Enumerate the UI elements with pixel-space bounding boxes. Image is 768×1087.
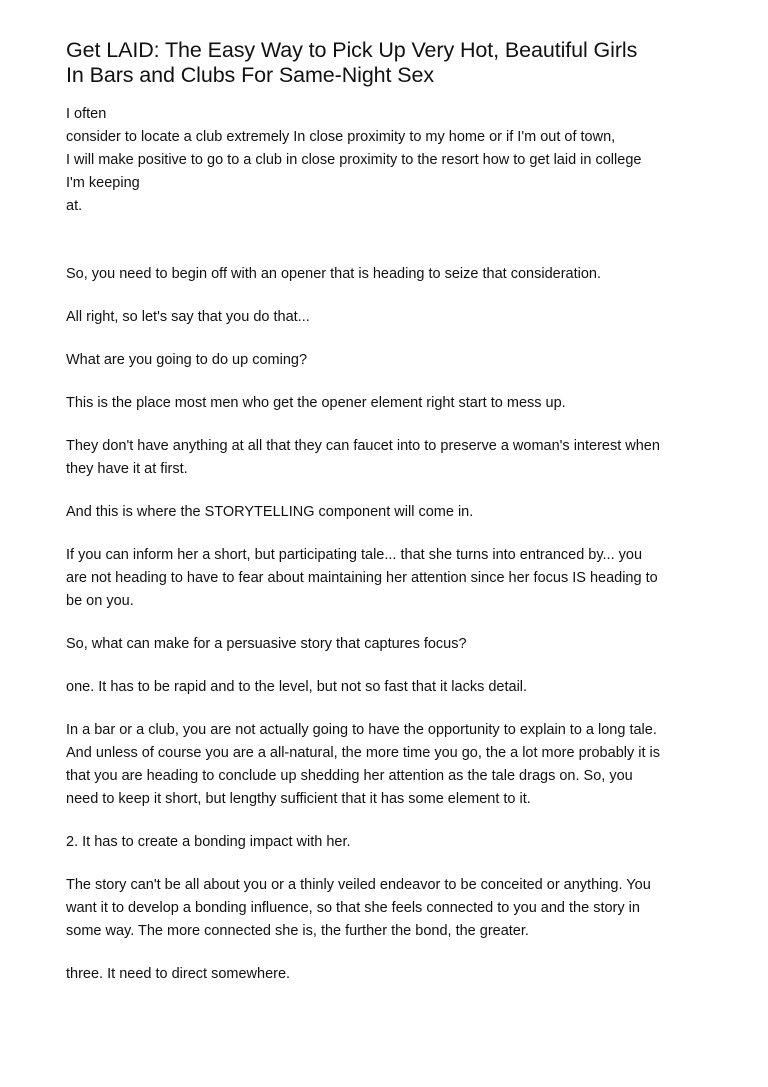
- text-line: need to keep it short, but lengthy sufficient that it has some element to it.: [66, 791, 531, 807]
- paragraph: [66, 349, 716, 372]
- paragraph: [66, 831, 716, 854]
- text-line: at.: [66, 198, 83, 214]
- text-line: They don't have anything at all that they can faucet into to preserve a woman's interest when: [66, 438, 660, 454]
- text-line: So, you need to begin off with an opener that is heading to seize that consideration.: [66, 266, 601, 282]
- text-line: 2. It has to create a bonding impact with her.: [66, 834, 351, 850]
- paragraph: [66, 501, 716, 524]
- text-line: three. It need to direct somewhere.: [66, 966, 291, 982]
- text-line: In a bar or a club, you are not actually going to have the opportunity to explain to a long tale.: [66, 722, 657, 738]
- intro-paragraph: [66, 103, 716, 218]
- text-line: one. It has to be rapid and to the level, but not so fast that it lacks detail.: [66, 679, 528, 695]
- paragraph: [66, 544, 716, 613]
- text-line: are not heading to have to fear about maintaining her attention since her focus IS heading to: [66, 570, 658, 586]
- text-line: If you can inform her a short, but participating tale... that she turns into entranced by... you: [66, 547, 643, 563]
- text-line: consider to locate a club extremely In close proximity to my home or if I'm out of town,: [66, 129, 616, 145]
- document-page: [66, 38, 716, 986]
- text-line: And this is where the STORYTELLING component will come in.: [66, 504, 474, 520]
- paragraph: [66, 719, 716, 811]
- paragraph: [66, 874, 716, 943]
- text-line: And unless of course you are a all-natural, the more time you go, the a lot more probably it is: [66, 745, 661, 761]
- text-line: I'm keeping: [66, 175, 140, 191]
- text-line: So, what can make for a persuasive story that captures focus?: [66, 636, 467, 652]
- text-line: they have it at first.: [66, 461, 188, 477]
- paragraph: [66, 676, 716, 699]
- text-line: I will make positive to go to a club in close proximity to the resort how to get laid in college: [66, 152, 642, 168]
- paragraph: [66, 306, 716, 329]
- text-line: What are you going to do up coming?: [66, 352, 308, 368]
- text-line: The story can't be all about you or a thinly veiled endeavor to be conceited or anything. You: [66, 877, 651, 893]
- text-line: that you are heading to conclude up shedding her attention as the tale drags on. So, you: [66, 768, 633, 784]
- paragraph: [66, 263, 716, 286]
- text-line: All right, so let's say that you do that...: [66, 309, 310, 325]
- text-line: I often: [66, 106, 107, 122]
- paragraph: [66, 392, 716, 415]
- text-line: some way. The more connected she is, the further the bond, the greater.: [66, 923, 529, 939]
- paragraph: [66, 435, 716, 481]
- text-line: be on you.: [66, 593, 134, 609]
- title-line: In Bars and Clubs For Same-Night Sex: [66, 63, 435, 87]
- title-line: Get LAID: The Easy Way to Pick Up Very Hot, Beautiful Girls: [66, 38, 638, 62]
- text-line: This is the place most men who get the opener element right start to mess up.: [66, 395, 566, 411]
- document-title: [66, 38, 716, 88]
- paragraph: [66, 633, 716, 656]
- paragraph: [66, 963, 716, 986]
- text-line: want it to develop a bonding influence, so that she feels connected to you and the story in: [66, 900, 640, 916]
